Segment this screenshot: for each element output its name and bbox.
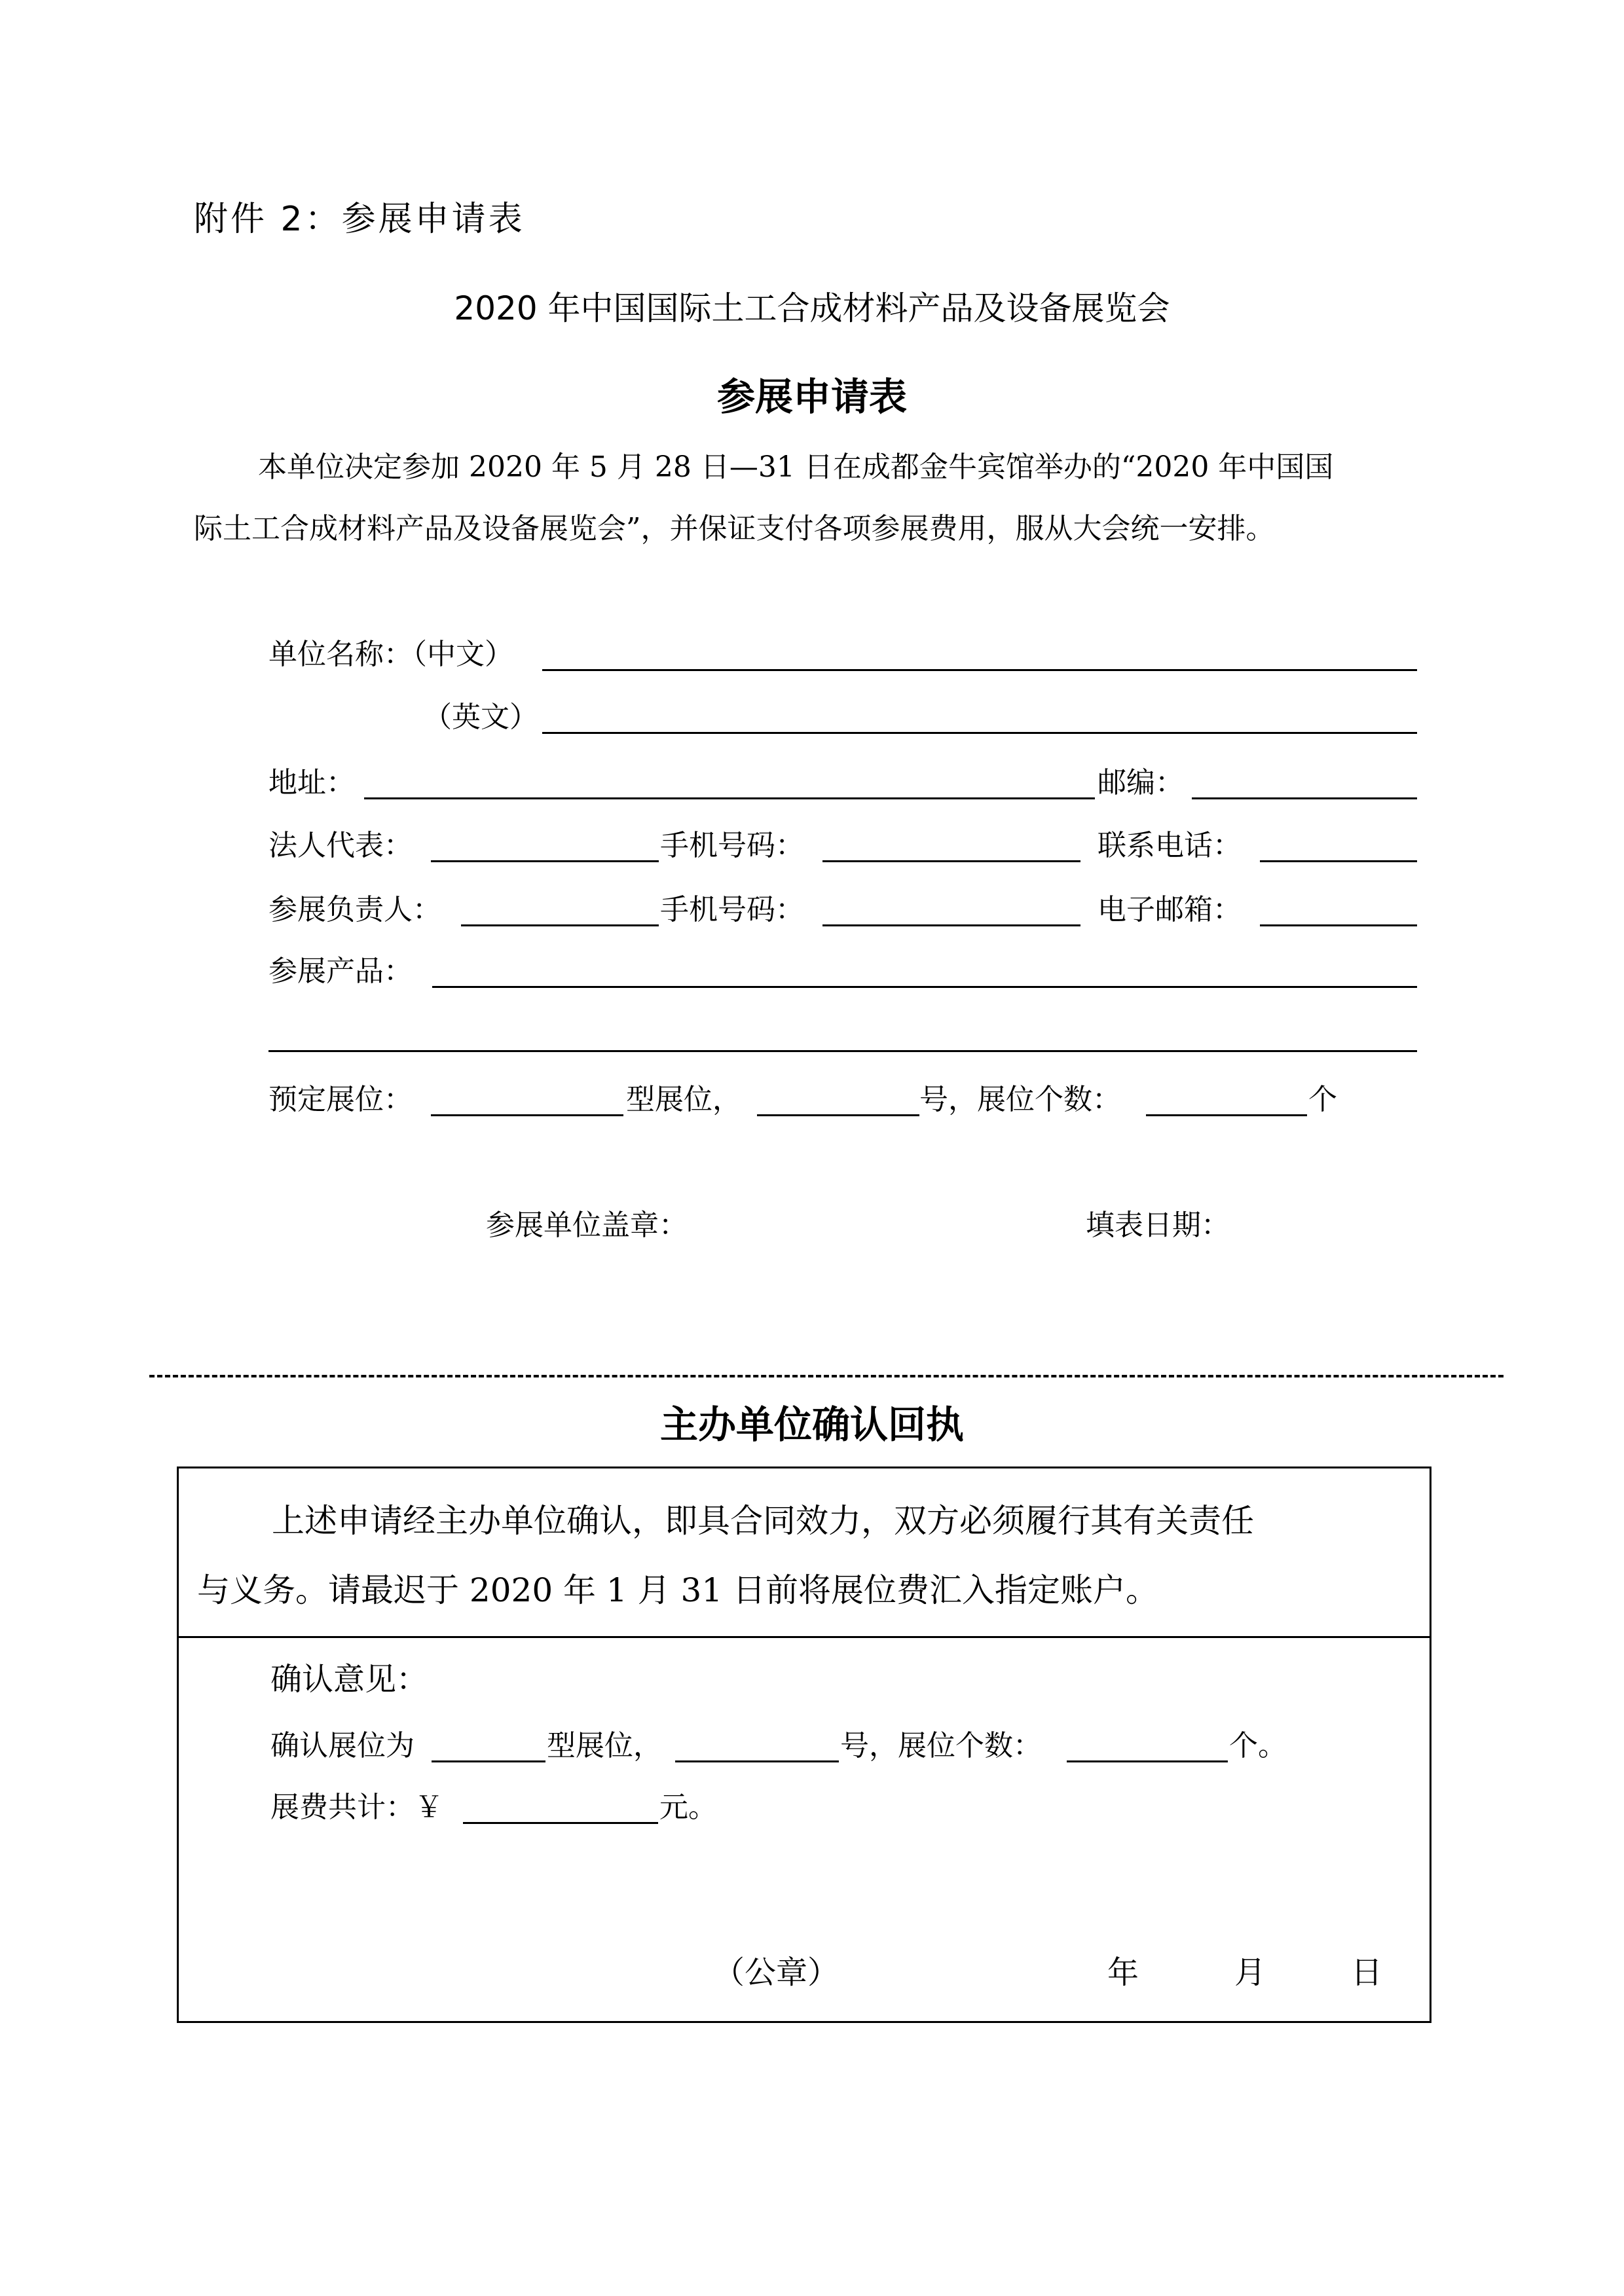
products-field[interactable] (432, 986, 1417, 988)
form-title: 参展申请表 (716, 374, 907, 419)
receipt-title: 主办单位确认回执 (659, 1402, 964, 1447)
address-label: 地址： (268, 766, 355, 799)
products-field-line-2[interactable] (268, 1050, 1417, 1052)
receipt-notice-line-1: 上述申请经主办单位确认，即具合同效力，双方必须履行其有关责任 (272, 1502, 1254, 1540)
receipt-notice-line-2: 与义务。请最迟于 2020 年 1 月 31 日前将展位费汇入指定账户。 (197, 1571, 1159, 1609)
seal-label: （公章） (713, 1954, 840, 1991)
day-label: 日 (1351, 1954, 1383, 1991)
exhibit-manager-field[interactable] (461, 924, 659, 926)
fee-label: 展费共计：￥ (270, 1791, 443, 1824)
booth-type-field[interactable] (431, 1114, 623, 1116)
fee-field[interactable] (463, 1822, 658, 1824)
company-name-cn-label: 单位名称：（中文） (268, 638, 513, 671)
postcode-label: 邮编： (1098, 766, 1184, 799)
email-field[interactable] (1260, 924, 1417, 926)
fee-suffix: 元。 (659, 1791, 717, 1824)
company-name-en-label: （英文） (423, 701, 538, 734)
mobile-label-2: 手机号码： (660, 893, 804, 926)
attachment-label: 附件 2：参展申请表 (194, 200, 525, 239)
confirm-type-field[interactable] (432, 1760, 545, 1762)
receipt-divider (179, 1636, 1430, 1638)
booth-type-suffix: 型展位， (626, 1083, 741, 1116)
mobile-field[interactable] (822, 860, 1080, 862)
phone-field[interactable] (1260, 860, 1417, 862)
confirm-prefix: 确认展位为 (270, 1729, 415, 1762)
email-label: 电子邮箱： (1098, 893, 1242, 926)
legal-rep-label: 法人代表： (268, 829, 413, 862)
address-field[interactable] (364, 797, 1095, 799)
mobile-field-2[interactable] (822, 924, 1080, 926)
stamp-label: 参展单位盖章： (486, 1209, 688, 1242)
receipt-box (177, 1467, 1431, 2023)
opinion-label: 确认意见： (270, 1661, 428, 1698)
booth-number-field[interactable] (757, 1114, 919, 1116)
confirm-count-field[interactable] (1067, 1760, 1228, 1762)
company-name-en-field[interactable] (542, 732, 1417, 734)
booking-label: 预定展位： (268, 1083, 413, 1116)
company-name-cn-field[interactable] (542, 669, 1417, 671)
postcode-field[interactable] (1192, 797, 1417, 799)
booth-number-suffix: 号，展位个数： (919, 1083, 1121, 1116)
date-label: 填表日期： (1086, 1209, 1230, 1242)
phone-label: 联系电话： (1098, 829, 1242, 862)
exhibit-manager-label: 参展负责人： (268, 893, 441, 926)
legal-rep-field[interactable] (431, 860, 659, 862)
intro-line-1: 本单位决定参加 2020 年 5 月 28 日—31 日在成都金牛宾馆举办的“2020 年中国国 (258, 450, 1334, 484)
year-label: 年 (1107, 1954, 1139, 1991)
confirm-type-suffix: 型展位， (547, 1729, 662, 1762)
intro-line-2: 际土工合成材料产品及设备展览会”，并保证支付各项参展费用，服从大会统一安排。 (194, 512, 1275, 545)
confirm-number-suffix: 号，展位个数： (840, 1729, 1042, 1762)
mobile-label: 手机号码： (660, 829, 804, 862)
month-label: 月 (1234, 1954, 1266, 1991)
confirm-count-suffix: 个。 (1229, 1729, 1287, 1762)
products-label: 参展产品： (268, 955, 413, 988)
cut-line (149, 1375, 1504, 1377)
confirm-number-field[interactable] (675, 1760, 839, 1762)
booth-count-suffix: 个 (1308, 1083, 1337, 1116)
booth-count-field[interactable] (1146, 1114, 1307, 1116)
event-title: 2020 年中国国际土工合成材料产品及设备展览会 (454, 289, 1170, 327)
